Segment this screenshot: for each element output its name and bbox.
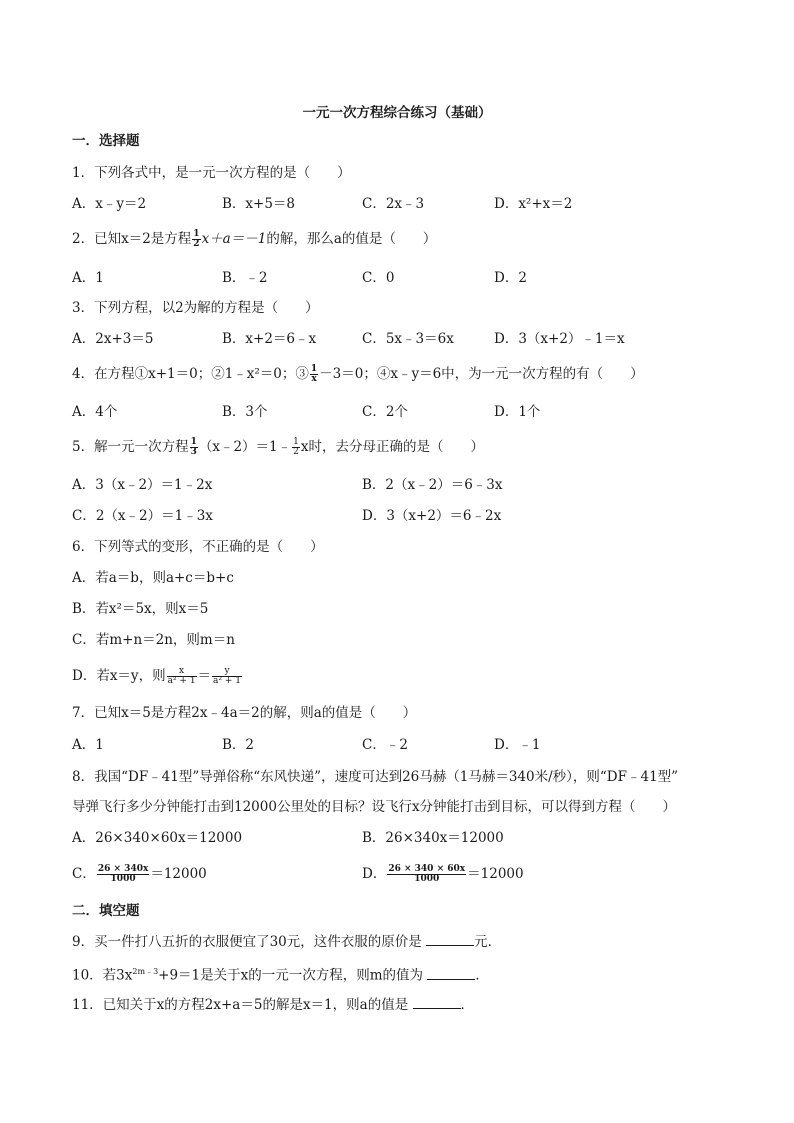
page-title: 一元一次方程综合练习（基础）: [302, 105, 492, 121]
question-6-option-d: [72, 666, 243, 686]
question-2-stem-part1: 2．已知x＝2是方程: [72, 231, 192, 247]
question-5-option-c: C．2（x﹣2）＝1﹣3x: [72, 508, 213, 524]
question-11: [72, 994, 474, 1015]
question-4-option-a: A．4个: [72, 404, 118, 420]
question-7-option-c: C．﹣2: [362, 737, 408, 753]
question-7-option-a: A．1: [72, 737, 104, 753]
question-3-option-d: D．3（x+2）﹣1＝x: [494, 331, 625, 347]
question-8-stem-line2: 导弹飞行多少分钟能打击到12000公里处的目标？设飞行x分钟能打击到目标，可以得到方程（ ）: [72, 799, 677, 815]
question-4-option-d: D．1个: [494, 404, 541, 420]
question-11-stem: 11．已知关于x的方程2x+a＝5的解是x＝1，则a的值是: [72, 997, 409, 1013]
question-5-fraction-1: [190, 438, 198, 457]
option-d-rhs: ＝12000: [467, 866, 524, 882]
question-1-option-c: C．2x﹣3: [362, 196, 425, 212]
fraction-denominator: 2: [193, 239, 200, 249]
question-2-equation: x＋a＝－1: [201, 231, 267, 247]
question-9-stem: 9．买一件打八五折的衣服便宜了30元，这件衣服的原价是: [72, 934, 422, 950]
fraction-denominator: a² + 1: [167, 676, 196, 686]
question-2-fraction: [192, 230, 200, 249]
fraction-denominator: 2: [293, 447, 299, 457]
answer-blank[interactable]: [426, 931, 474, 946]
question-10-stem-part2: +9＝1是关于x的一元一次方程，则m的值为: [158, 967, 424, 984]
question-6-option-d-label: D．若x＝y，则: [72, 668, 166, 684]
question-9-unit: 元．: [474, 934, 502, 950]
question-1-option-a: A．x﹣y＝2: [72, 196, 147, 212]
question-5-option-d: D．3（x+2）＝6﹣2x: [362, 508, 502, 524]
question-4-stem-part2: －3＝0；④x﹣y＝6中，为一元一次方程的有（ ）: [319, 366, 644, 382]
question-4-fraction: [310, 365, 318, 384]
fraction-numerator: 26 × 340 × 60x: [388, 864, 466, 874]
question-5-stem: [72, 437, 484, 457]
question-4-stem-part1: 4．在方程①x+1＝0；②1﹣x²＝0；③: [72, 366, 309, 382]
question-6-option-b: B．若x²＝5x，则x＝5: [72, 601, 209, 617]
question-5-option-b: B．2（x﹣2）＝6﹣3x: [362, 477, 503, 493]
question-6-fraction-y: [212, 667, 242, 686]
fraction-numerator: 1: [190, 437, 197, 447]
question-6-stem: 6．下列等式的变形，不正确的是（ ）: [72, 539, 324, 555]
question-7-option-b: B．2: [222, 737, 255, 753]
question-1-stem: 1．下列各式中，是一元一次方程的是（ ）: [72, 165, 351, 181]
option-c-label: C．: [72, 866, 96, 882]
question-4-stem: [72, 364, 644, 384]
fraction-denominator: 3: [190, 447, 197, 457]
question-6-fraction-x: [167, 667, 197, 686]
fraction-denominator: x: [311, 374, 317, 384]
question-8-option-d: [362, 864, 524, 884]
question-10-end: ．: [475, 967, 489, 984]
fraction-denominator: a² + 1: [213, 676, 242, 686]
question-8-stem-line1: 8．我国“DF﹣41型”导弹俗称“东风快递”，速度可达到26马赫（1马赫＝340米/秒），则“DF﹣41型”: [72, 769, 679, 785]
question-11-end: ．: [460, 997, 474, 1013]
question-2-stem: [72, 229, 436, 249]
section-heading-choice: 一．选择题: [72, 133, 140, 149]
question-8-fraction-d: [387, 865, 466, 884]
question-10-stem-part1: 10．若3x: [72, 967, 133, 984]
question-2-option-d: D．2: [494, 270, 527, 286]
question-3-stem: 3．下列方程，以2为解的方程是（ ）: [72, 300, 319, 316]
fraction-numerator: 26 × 340x: [97, 864, 149, 874]
question-2-stem-part2: 的解，那么a的值是（ ）: [266, 231, 437, 247]
question-2-option-c: C．0: [362, 270, 395, 286]
question-1-option-b: B．x+5＝8: [222, 196, 296, 212]
question-4-option-c: C．2个: [362, 404, 408, 420]
option-d-label: D．: [362, 866, 387, 882]
equals-sign: ＝: [197, 668, 212, 684]
question-7-stem: 7．已知x＝5是方程2x﹣4a＝2的解，则a的值是（ ）: [72, 705, 417, 721]
question-5-option-a: A．3（x﹣2）＝1﹣2x: [72, 477, 213, 493]
question-2-option-b: B．﹣2: [222, 270, 268, 286]
fraction-denominator: 1000: [414, 874, 440, 884]
fraction-denominator: 1000: [110, 874, 136, 884]
question-4-option-b: B．3个: [222, 404, 268, 420]
question-5-stem-part1: 5．解一元一次方程: [72, 439, 189, 455]
question-7-option-d: D．﹣1: [494, 737, 541, 753]
fraction-numerator: y: [212, 667, 242, 677]
section-heading-fill-in: 二．填空题: [72, 903, 140, 919]
question-10: [72, 962, 489, 986]
question-8-fraction-c: [97, 865, 149, 884]
question-2-option-a: A．1: [72, 270, 104, 286]
question-5-stem-part3: x时，去分母正确的是（ ）: [300, 439, 485, 455]
question-8-option-c: [72, 864, 207, 884]
question-3-option-c: C．5x﹣3＝6x: [362, 331, 454, 347]
answer-blank[interactable]: [413, 994, 461, 1009]
question-3-option-b: B．x+2＝6﹣x: [222, 331, 317, 347]
fraction-numerator: 1: [310, 364, 318, 374]
question-1-option-d: D．x²+x＝2: [494, 196, 573, 212]
question-6-option-a: A．若a＝b，则a+c＝b+c: [72, 570, 234, 586]
question-10-exponent: 2m﹣3: [132, 967, 159, 976]
question-5-stem-part2: （x﹣2）＝1﹣: [198, 439, 292, 455]
answer-blank[interactable]: [427, 965, 475, 980]
question-6-option-c: C．若m+n＝2n，则m＝n: [72, 632, 235, 648]
fraction-numerator: x: [167, 667, 197, 677]
question-9: [72, 931, 501, 952]
fraction-numerator: 1: [193, 229, 200, 239]
option-c-rhs: ＝12000: [150, 866, 207, 882]
fraction-numerator: 1: [293, 437, 299, 447]
question-5-fraction-2: [292, 438, 300, 457]
question-8-option-b: B．26×340x＝12000: [362, 830, 504, 846]
question-8-option-a: A．26×340×60x＝12000: [72, 830, 243, 846]
question-3-option-a: A．2x+3＝5: [72, 331, 154, 347]
